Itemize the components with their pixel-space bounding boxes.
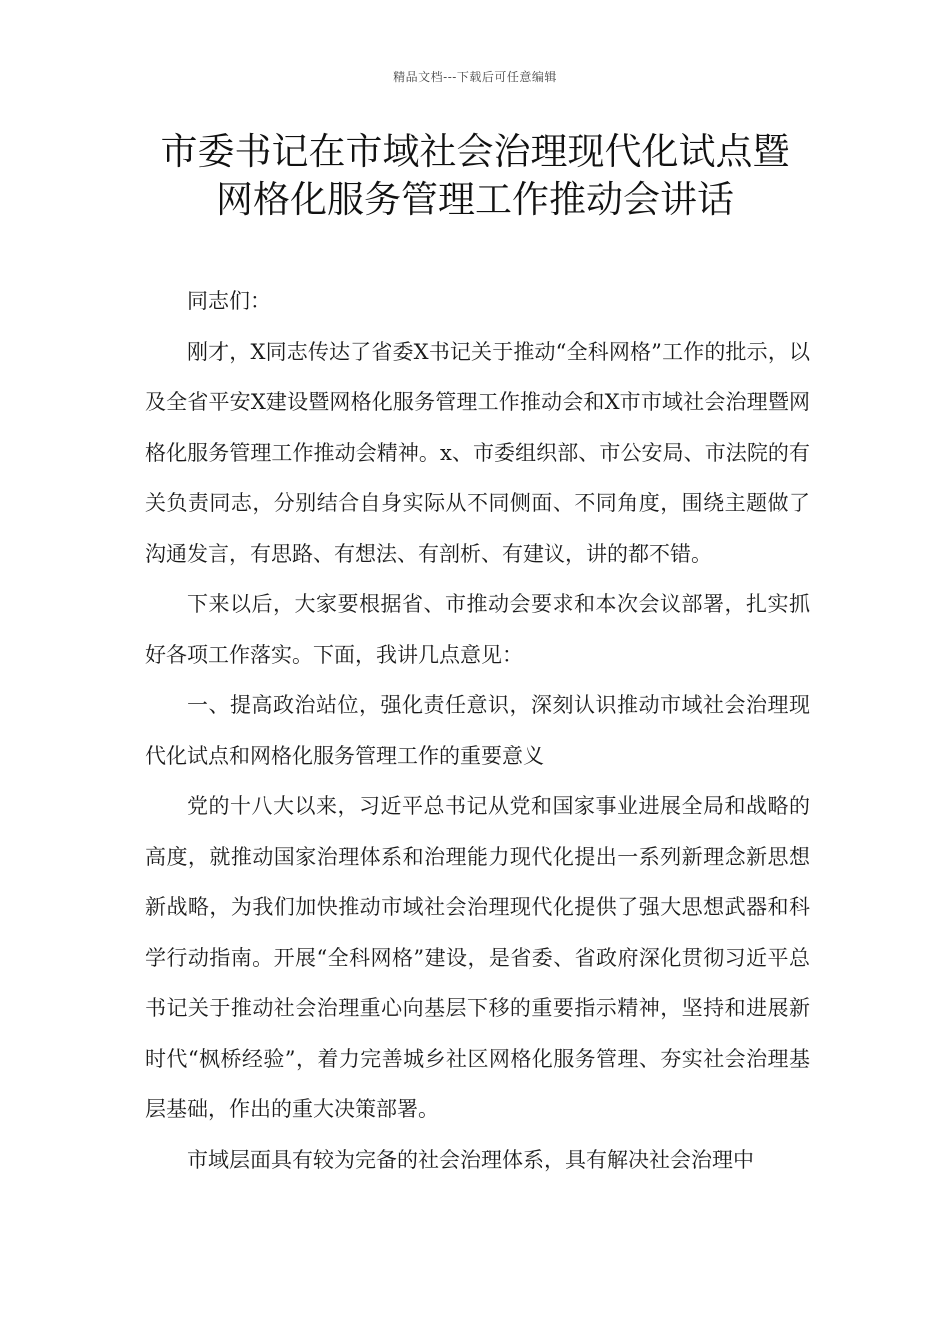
document-title xyxy=(120,128,830,224)
paragraph: 市域层面具有较为完备的社会治理体系，具有解决社会治理中 xyxy=(187,1147,754,1172)
paragraph: 刚才，X同志传达了省委X书记关于推动“全科网格”工作的批示，以及全省平安X建设暨网格化服务管理工作推动会和X市市域社会治理暨网格化服务管理工作推动会精神。x、市委组织部、市公安局、市法院的有关负责同志，分别结合自身实际从不同侧面、不同角度，围绕主题做了沟通发言，有思路、有想法、有剖析、有建议，讲的都不错。 xyxy=(145,339,810,566)
paragraph: 党的十八大以来，习近平总书记从党和国家事业进展全局和战略的高度，就推动国家治理体系和治理能力现代化提出一系列新理念新思想新战略，为我们加快推动市域社会治理现代化提供了强大思想武器和科学行动指南。开展“全科网格”建设，是省委、省政府深化贯彻习近平总书记关于推动社会治理重心向基层下移的重要指示精神，坚持和进展新时代“枫桥经验”，着力完善城乡社区网格化服务管理、夯实社会治理基层基础，作出的重大决策部署。 xyxy=(145,794,810,1121)
document-body xyxy=(145,276,810,1185)
title-line-2: 网格化服务管理工作推动会讲话 xyxy=(216,178,734,221)
title-line-1: 市委书记在市域社会治理现代化试点暨 xyxy=(160,130,790,173)
paragraph: 下来以后，大家要根据省、市推动会要求和本次会议部署，扎实抓好各项工作落实。下面，我讲几点意见： xyxy=(145,592,810,667)
paragraph-salutation: 同志们： xyxy=(187,289,271,313)
page-header-note: 精品文档---下载后可任意编辑 xyxy=(393,70,557,84)
section-heading: 一、提高政治站位，强化责任意识，深刻认识推动市域社会治理现代化试点和网格化服务管理工作的重要意义 xyxy=(145,693,810,768)
